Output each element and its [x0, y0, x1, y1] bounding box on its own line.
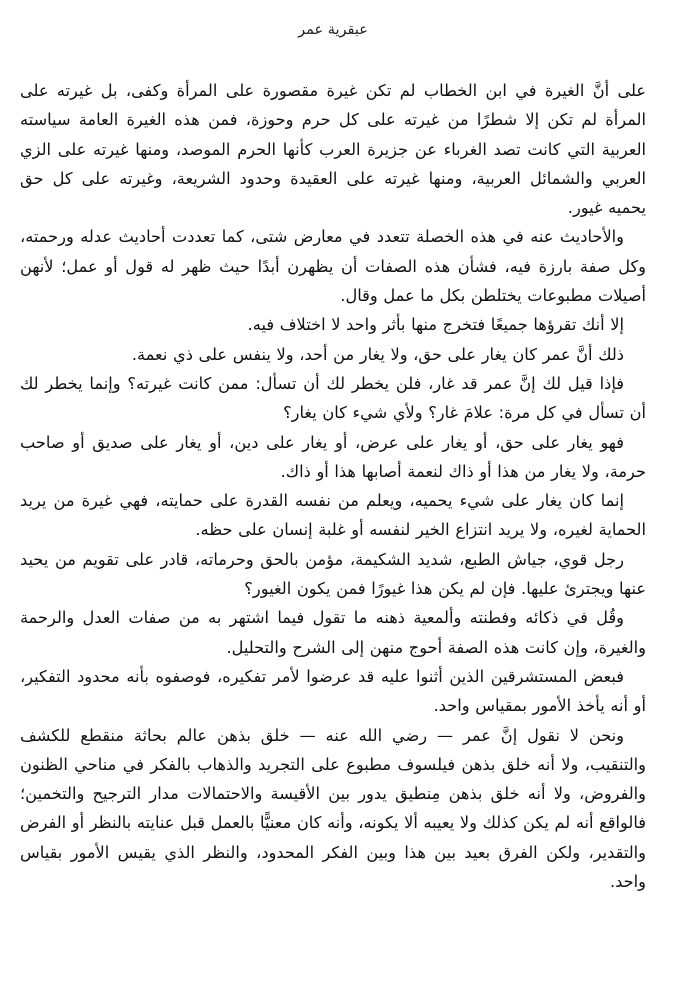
paragraph-1: على أنَّ الغيرة في ابن الخطاب لم تكن غيرة مقصورة على المرأة وكفى، بل غيرته على المرأة لم تكن إلا شطرًا من غيرته على كل حرم وحوزة، فمن هذه الغيرة العامة سياسته العربية التي كانت تصد الغرباء عن جزيرة العرب كأنها الحرم الموصد، ومنها غيرته على الزي العربي والشمائل العربية، ومنها غيرته على العقيدة وحدود الشريعة، وغيرته على كل حق يحميه غيور.: [20, 81, 646, 218]
paragraph-5: فإذا قيل لك إنَّ عمر قد غار، فلن يخطر لك أن تسأل: ممن كانت غيرته؟ وإنما يخطر لك أن تسأل في كل مرة: علامَ غار؟ ولأي شيء كان يغار؟: [20, 373, 646, 423]
paragraph-6: فهو يغار على حق، أو يغار على عرض، أو يغار على دين، أو يغار على صديق أو صاحب حرمة، ولا يغار من هذا أو ذاك لنعمة أصابها هذا أو ذاك.: [20, 432, 646, 481]
paragraph-4: ذلك أنَّ عمر كان يغار على حق، ولا يغار من أحد، ولا ينفس على ذي نعمة.: [131, 344, 624, 364]
paragraph-3: إلا أنك تقرؤها جميعًا فتخرج منها بأثر واحد لا اختلاف فيه.: [247, 315, 624, 335]
paragraph-10: فبعض المستشرقين الذين أثنوا عليه قد عرضوا لأمر تفكيره، فوصفوه بأنه محدود التفكير، أو أنه يأخذ الأمور بمقياس واحد.: [20, 666, 646, 716]
running-header-title: عبقرية عمر: [298, 22, 368, 38]
paragraph-2: والأحاديث عنه في هذه الخصلة تتعدد في معارض شتى، كما تعددت أحاديث عدله ورحمته، وكل صفة بارزة فيه، فشأن هذه الصفات أن يظهرن أبدًا حيث ظهر له قول أو عمل؛ لأنهن أصيلات مطبوعات يختلطن بكل ما عمل وقال.: [20, 227, 646, 306]
paragraph-8: رجل قوي، جياش الطبع، شديد الشكيمة، مؤمن بالحق وحرماته، قادر على تقويم من يحيد عنها ويجترئ عليها. فإن لم يكن هذا غيورًا فمن يكون الغيور؟: [20, 549, 646, 599]
paragraph-7: إنما كان يغار على شيء يحميه، ويعلم من نفسه القدرة على حمايته، فهي غيرة من يريد الحماية لغيره، ولا يريد انتزاع الخير لنفسه أو غلبة إنسان على حظه.: [20, 491, 646, 540]
paragraph-11: ونحن لا نقول إنَّ عمر — رضي الله عنه — خلق بذهن عالم بحاثة منقطع للكشف والتنقيب، ولا أنه خلق بذهن فيلسوف مطبوع على التجريد والذهاب بالفكر في مناحي الظنون والفروض، ولا أنه خلق بذهن مِنطيق يدور بين الأقيسة والاحتمالات مدار الترجيح والتخمين؛ فالواقع أنه لم يكن كذلك ولا يعيبه ألا يكونه، وأنه كان معنيًّا بالعمل قبل عنايته بالنظر أو الفرض والتقدير، ولكن الفرق بعيد بين هذا وبين الفكر المحدود، والنظر الذي يقيس الأمور بقياس واحد.: [20, 725, 646, 892]
body-text: [20, 76, 646, 896]
paragraph-9: وقُل في ذكائه وفطنته وألمعية ذهنه ما تقول فيما اشتهر به من صفات العدل والرحمة والغيرة، وإن كانت هذه الصفة أحوج منهن إلى الشرح والتحليل.: [20, 608, 646, 657]
